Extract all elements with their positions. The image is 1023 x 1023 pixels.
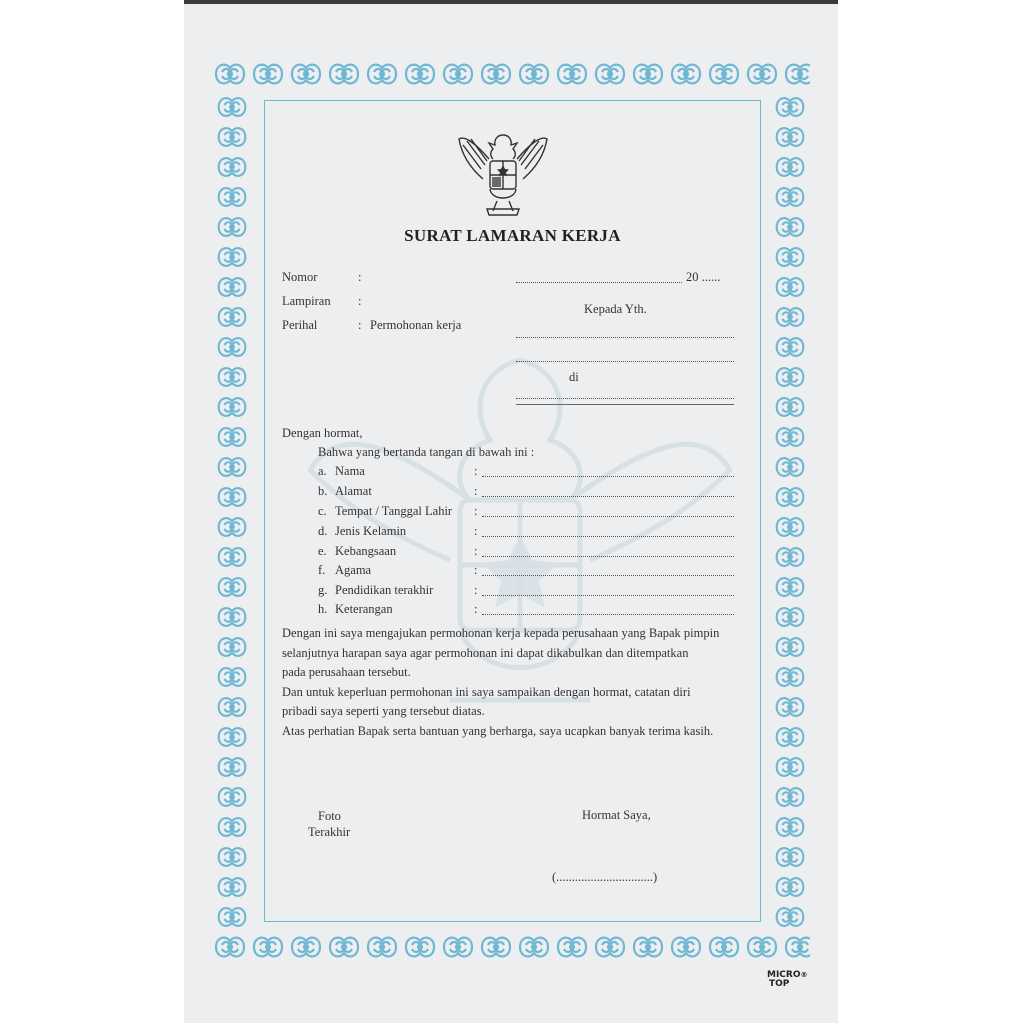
field-colon: : [474,524,478,538]
body-line: Dan untuk keperluan permohonan ini saya sampaikan dengan hormat, catatan diri [282,685,691,699]
field-colon: : [474,544,478,558]
field-label-tempat-tanggal-lahir: Tempat / Tanggal Lahir [335,504,453,518]
top-edge [184,0,838,4]
field-label-pendidikan-terakhir: Pendidikan terakhir [335,583,434,597]
field-letter: b. [318,484,328,498]
field-colon: : [474,583,478,597]
location-underline [516,404,734,405]
nomor-colon: : [358,270,362,284]
garuda-emblem-icon [457,125,549,221]
brand-registered: ® [800,971,808,979]
document-title: SURAT LAMARAN KERJA [404,226,621,245]
body-line: pada perusahaan tersebut. [282,665,411,679]
recipient-line-1[interactable] [516,337,734,338]
border-ornament-top [210,55,810,93]
border-ornament-left [210,93,254,928]
field-letter: c. [318,504,327,518]
brand-line1: MICRO [767,970,801,980]
signature-placeholder[interactable]: (...............................) [552,870,658,884]
field-colon: : [474,563,478,577]
photo-label-terakhir: Terakhir [308,825,351,839]
body-line: selanjutnya harapan saya agar permohonan ini dapat dikabulkan dan ditempatkan [282,646,689,660]
field-colon: : [474,504,478,518]
body-line: Atas perhatian Bapak serta bantuan yang berharga, saya ucapkan banyak terima kasih. [282,724,714,738]
date-year-suffix: 20 ...... [686,270,721,284]
brand-line2: TOP [769,979,790,989]
photo-label: Foto [318,809,341,823]
field-colon: : [474,464,478,478]
field-line-kebangsaan[interactable] [482,556,734,557]
field-letter: d. [318,524,328,538]
nomor-label: Nomor [282,270,318,284]
field-letter: a. [318,464,327,478]
lampiran-label: Lampiran [282,294,331,308]
field-line-tempat-tanggal-lahir[interactable] [482,516,734,517]
field-line-jenis-kelamin[interactable] [482,536,734,537]
body-line: Dengan ini saya mengajukan permohonan kerja kepada perusahaan yang Bapak pimpin [282,626,720,640]
body-line: pribadi saya seperti yang tersebut diatas. [282,704,485,718]
field-label-alamat: Alamat [335,484,372,498]
border-ornament-bottom [210,928,810,966]
closing-hormat-saya: Hormat Saya, [582,808,651,822]
perihal-value: Permohonan kerja [370,318,462,332]
field-label-agama: Agama [335,563,372,577]
intro-line: Bahwa yang bertanda tangan di bawah ini : [318,445,535,459]
field-line-agama[interactable] [482,575,734,576]
field-line-pendidikan-terakhir[interactable] [482,595,734,596]
perihal-colon: : [358,318,362,332]
location-label: di [569,370,579,384]
field-label-kebangsaan: Kebangsaan [335,544,397,558]
field-label-keterangan: Keterangan [335,602,393,616]
field-line-nama[interactable] [482,476,734,477]
micro-top-logo [767,971,808,989]
field-line-keterangan[interactable] [482,614,734,615]
field-colon: : [474,484,478,498]
field-letter: h. [318,602,328,616]
field-letter: g. [318,583,328,597]
recipient-line-2[interactable] [516,361,734,362]
field-letter: f. [318,563,326,577]
greeting: Dengan hormat, [282,426,363,440]
recipient-salutation: Kepada Yth. [584,302,647,316]
date-place-line[interactable] [516,282,682,283]
border-ornament-right [768,93,812,928]
field-label-nama: Nama [335,464,365,478]
field-label-jenis-kelamin: Jenis Kelamin [335,524,407,538]
lampiran-colon: : [358,294,362,308]
perihal-label: Perihal [282,318,318,332]
location-line[interactable] [516,398,734,399]
field-colon: : [474,602,478,616]
field-letter: e. [318,544,327,558]
field-line-alamat[interactable] [482,496,734,497]
